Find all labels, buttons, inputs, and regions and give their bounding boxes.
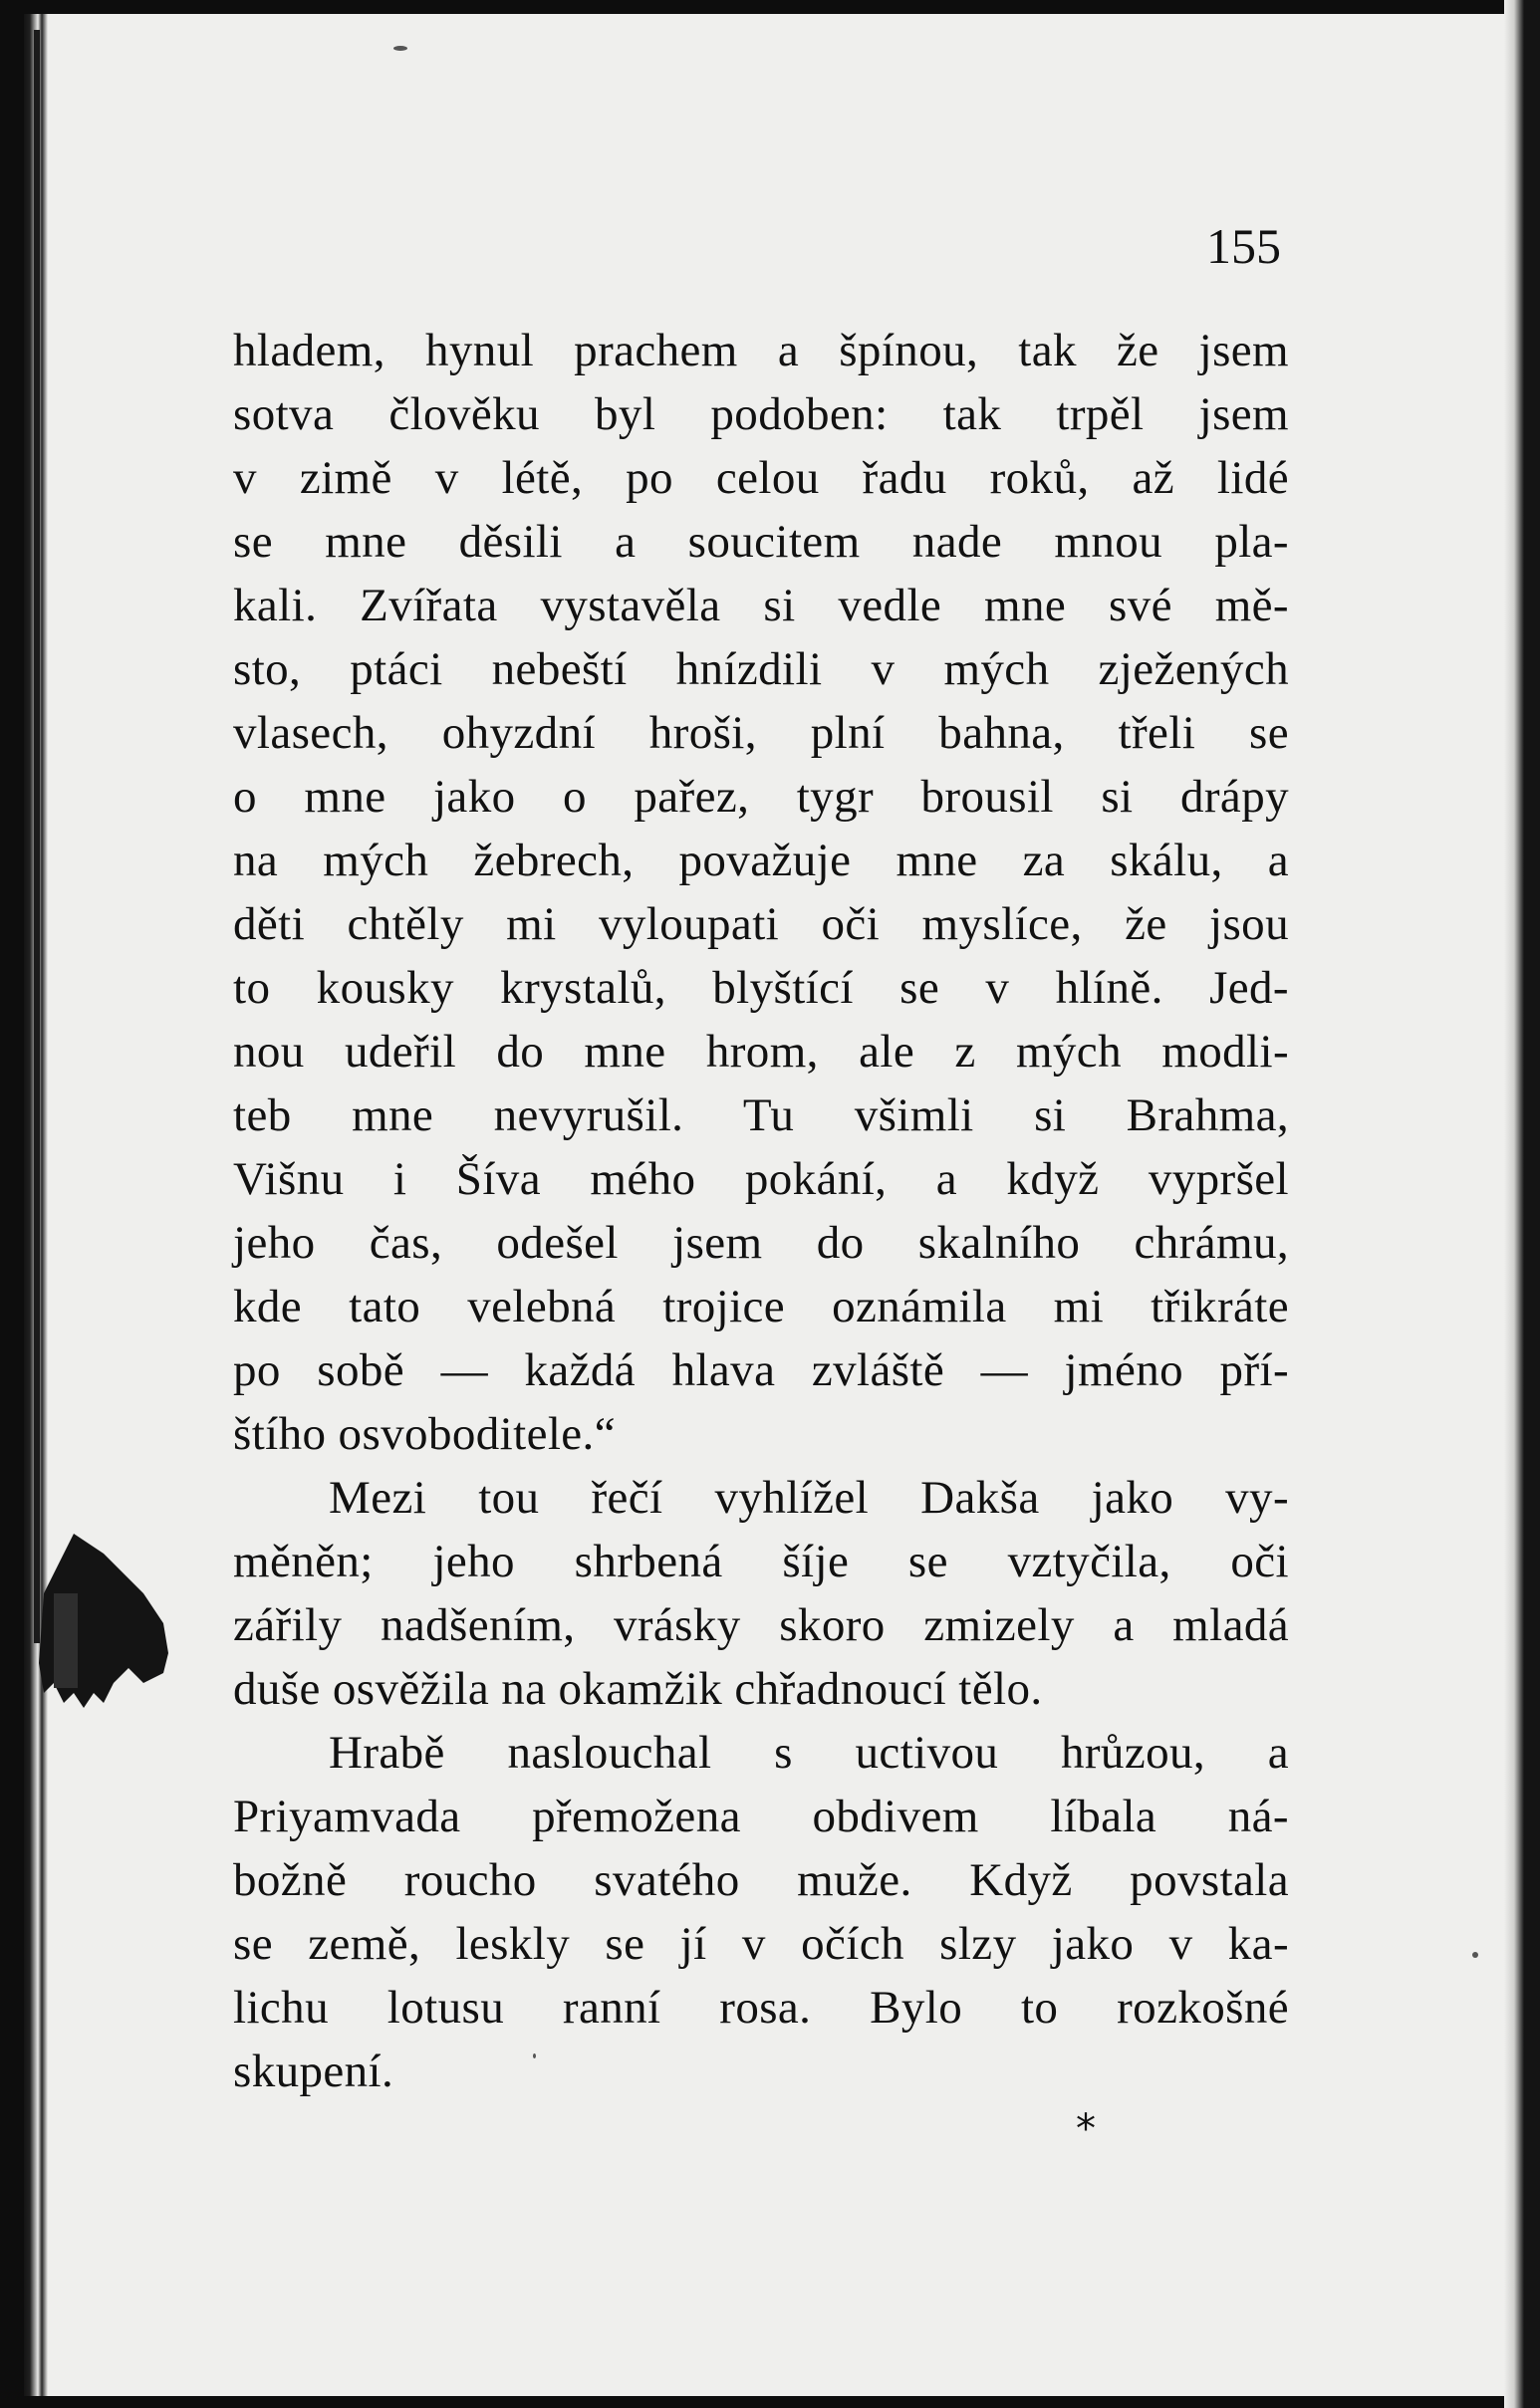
section-break-mark: * — [1076, 2106, 1096, 2152]
text-line: kali. Zvířata vystavěla si vedle mne své mě- — [233, 580, 1289, 631]
text-line: o mne jako o pařez, tygr brousil si drápy — [233, 771, 1289, 823]
text-line: štího osvoboditele.“ — [233, 1408, 616, 1460]
text-line: skupení. — [233, 2046, 394, 2097]
text-line: děti chtěly mi vyloupati oči myslíce, že jsou — [233, 898, 1289, 950]
text-line: po sobě — každá hlava zvláště — jméno pří- — [233, 1344, 1289, 1396]
binding-edge — [34, 30, 40, 1643]
paper-speck — [533, 2053, 536, 2058]
text-line: na mých žebrech, považuje mne za skálu, a — [233, 835, 1289, 886]
text-line: sotva člověku byl podoben: tak trpěl jsem — [233, 388, 1289, 440]
paper-speck — [393, 46, 407, 51]
text-line: vlasech, ohyzdní hroši, plní bahna, třeli se — [233, 707, 1289, 759]
page-number: 155 — [1206, 218, 1281, 274]
text-line: zářily nadšením, vrásky skoro zmizely a mladá — [233, 1599, 1289, 1651]
text-line: jeho čas, odešel jsem do skalního chrámu, — [233, 1217, 1289, 1269]
page-edge-shadow — [1504, 0, 1540, 2408]
text-line: měněn; jeho shrbená šíje se vztyčila, oči — [233, 1536, 1289, 1587]
text-line: to kousky krystalů, blyštící se v hlíně. Jed- — [233, 962, 1289, 1014]
text-line: hladem, hynul prachem a špínou, tak že jsem — [233, 325, 1289, 376]
body-text — [233, 319, 1289, 2103]
text-line: Hrabě naslouchal s uctivou hrůzou, a — [329, 1727, 1289, 1779]
text-line: se mne děsili a soucitem nade mnou pla- — [233, 516, 1289, 568]
text-line: Mezi tou řečí vyhlížel Dakša jako vy- — [329, 1472, 1289, 1524]
binding-stain — [34, 1534, 173, 1723]
text-line: lichu lotusu ranní rosa. Bylo to rozkošné — [233, 1982, 1289, 2034]
text-line: teb mne nevyrušil. Tu všimli si Brahma, — [233, 1089, 1289, 1141]
text-line: božně roucho svatého muže. Když povstala — [233, 1854, 1289, 1906]
text-line: sto, ptáci nebeští hnízdili v mých zježených — [233, 643, 1289, 695]
text-line: Višnu i Šíva mého pokání, a když vypršel — [233, 1153, 1289, 1205]
text-line: nou udeřil do mne hrom, ale z mých modli- — [233, 1026, 1289, 1078]
paper-speck — [1472, 1952, 1478, 1958]
text-line: se země, leskly se jí v očích slzy jako v ka- — [233, 1918, 1289, 1970]
text-line: kde tato velebná trojice oznámila mi třikráte — [233, 1281, 1289, 1332]
text-line: v zimě v létě, po celou řadu roků, až lidé — [233, 452, 1289, 504]
text-line: duše osvěžila na okamžik chřadnoucí tělo. — [233, 1663, 1043, 1715]
text-line: Priyamvada přemožena obdivem líbala ná- — [233, 1791, 1289, 1842]
